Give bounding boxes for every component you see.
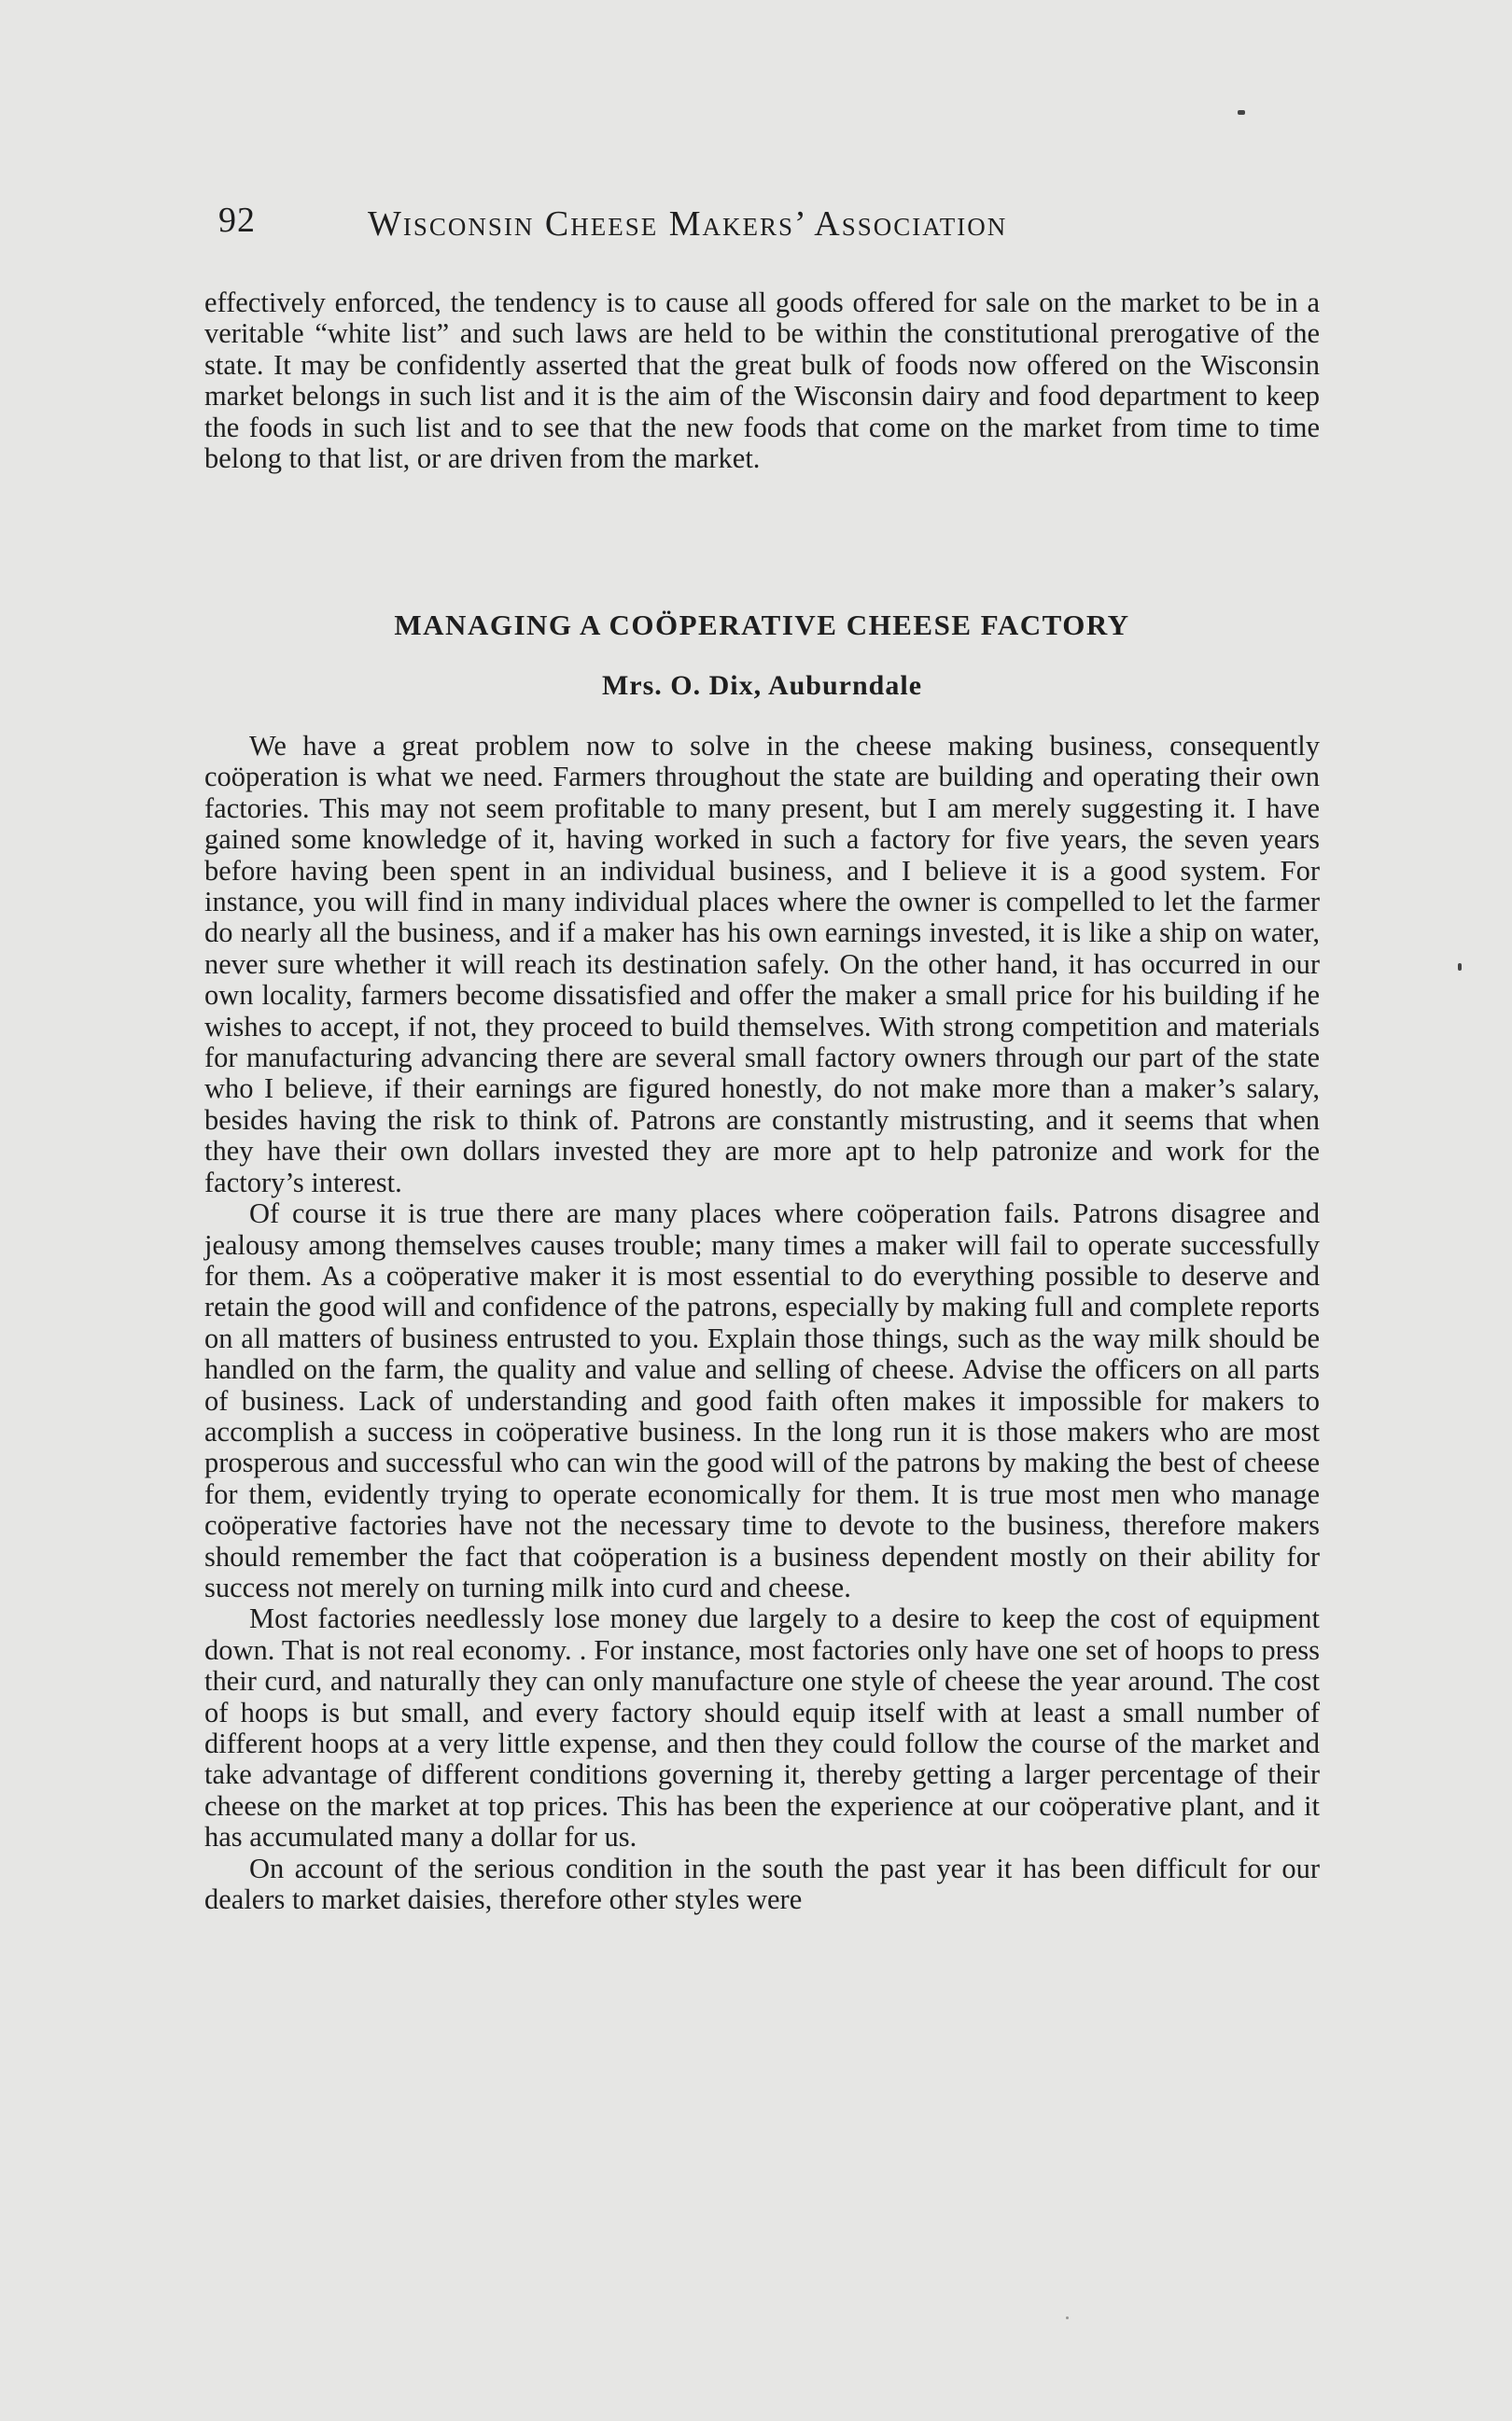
continued-paragraph: effectively enforced, the tendency is to cause all goods offered for sale on the market to be in a veritable “white list” and such laws are held to be within the constitutional prerogative of the state. It may be confidently asserted that the great bulk of foods now offered on the Wisconsin market belongs in such list and it is the aim of the Wisconsin dairy and food department to keep the foods in such list and to see that the new foods that come on the market from time to time belong to that list, or are driven from the market. — [204, 287, 1320, 475]
body-paragraph: On account of the serious condition in the south the past year it has been difficult for our dealers to market daisies, therefore other styles were — [204, 1852, 1320, 1916]
page-number: 92 — [218, 201, 256, 240]
body-paragraph: We have a great problem now to solve in the cheese making business, consequently coöperation is what we need. Farmers throughout the state are building and operating their own factories. This may not seem profitable to many present, but I am merely suggesting it. I have gained some knowledge of it, having worked in such a factory for five years, the seven years before having been spent in an individual business, and I believe it is a good system. For instance, you will find in many individual places where the owner is compelled to let the farmer do nearly all the business, and if a maker has his own earnings invested, it is like a ship on water, never sure whether it will reach its destination safely. On the other hand, it has occurred in our own locality, farmers become dissatisfied and offer the maker a small price for his building if he wishes to accept, if not, they proceed to build themselves. With strong competition and materials for manufacturing advancing there are several small factory owners through our part of the state who I believe, if their earnings are figured honestly, do not make more than a maker’s salary, besides having the risk to think of. Patrons are constantly mistrusting, and it seems that when they have their own dollars invested they are more apt to help patronize and work for the factory’s interest. — [204, 730, 1320, 1198]
article-title: MANAGING A COÖPERATIVE CHEESE FACTORY — [394, 609, 1130, 641]
body-paragraph: Most factories needlessly lose money due largely to a desire to keep the cost of equipment down. That is not real economy. . For instance, most factories only have one set of hoops to press their curd, and naturally they can only manufacture one style of cheese the year around. The cost of hoops is but small, and every factory should equip itself with at least a small number of different hoops at a very little expense, and then they could follow the course of the market and take advantage of different conditions governing it, thereby getting a larger percentage of their cheese on the market at top prices. This has been the experience at our coöperative plant, and it has accumulated many a dollar for us. — [204, 1602, 1320, 1854]
running-head — [218, 194, 1189, 250]
article-body — [204, 731, 1320, 1915]
scan-speck — [1458, 963, 1462, 971]
body-paragraph: Of course it is true there are many places where coöperation fails. Patrons disagree and jealousy among themselves causes trouble; many times a maker will fail to operate successfully for them. As a coöperative maker it is most essential to do everything possible to deserve and retain the good will and confidence of the patrons, especially by making full and complete reports on all matters of business entrusted to you. Explain those things, such as the way milk should be handled on the farm, the quality and value and selling of cheese. Advise the officers on all parts of business. Lack of understanding and good faith often makes it impossible for makers to accomplish a success in coöperative business. In the long run it is those makers who are most prosperous and successful who can win the good will of the patrons by making the best of cheese for them, evidently trying to operate economically for them. It is true most men who manage coöperative factories have not the necessary time to devote to the business, therefore makers should remember the fact that coöperation is a business dependent mostly on their ability for success not merely on turning milk into curd and cheese. — [204, 1197, 1320, 1603]
article-author: Mrs. O. Dix, Auburndale — [601, 670, 923, 701]
journal-title: Wisconsin Cheese Makers’ Association — [368, 204, 1008, 244]
scan-speck — [1238, 110, 1245, 115]
scan-speck — [1066, 2316, 1069, 2319]
